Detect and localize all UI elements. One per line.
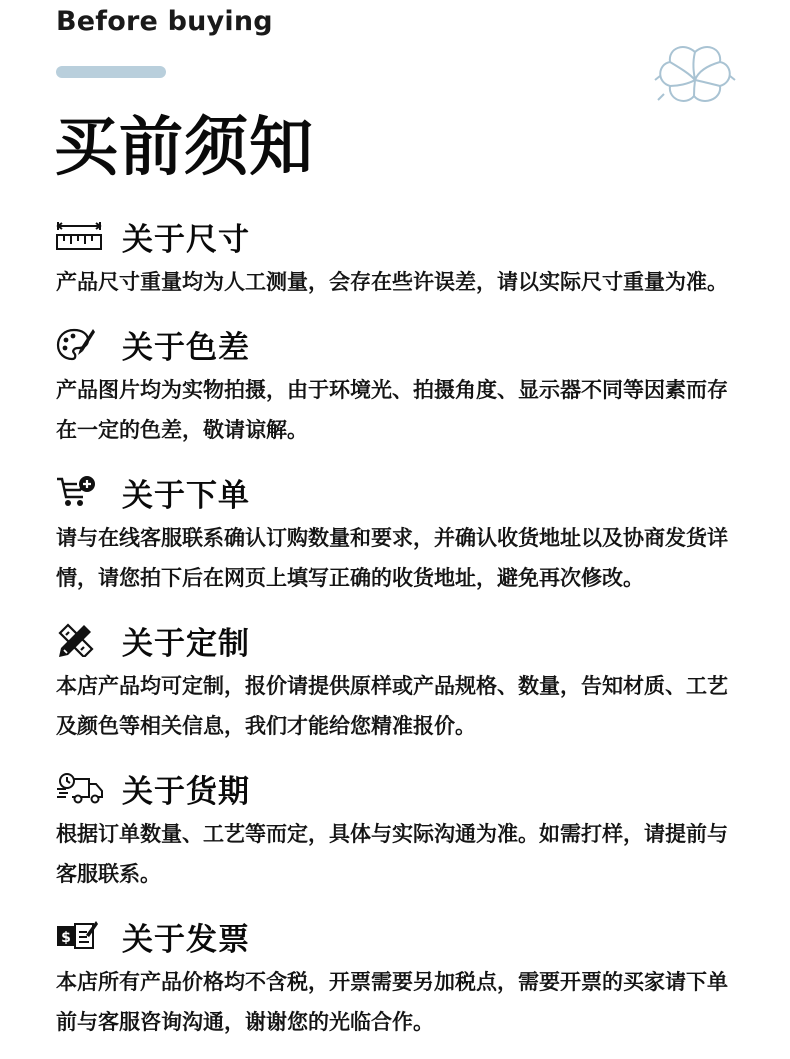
section-body: 根据订单数量、工艺等而定，具体与实际沟通为准。如需打样，请提前与客服联系。 xyxy=(56,822,728,886)
section-title: 关于货期 xyxy=(122,773,250,810)
palette-icon xyxy=(56,326,104,362)
section-color xyxy=(56,324,746,450)
section-body: 本店所有产品价格均不含税，开票需要另加税点，需要开票的买家请下单前与客服咨询沟通，谢谢您的光临合作。 xyxy=(56,970,728,1034)
section-delivery xyxy=(56,768,746,894)
subtitle: Before buying xyxy=(56,6,273,37)
section-title: 关于定制 xyxy=(122,625,250,662)
accent-bar xyxy=(56,66,166,78)
section-body: 产品图片均为实物拍摄，由于环境光、拍摄角度、显示器不同等因素而存在一定的色差，敬请谅解。 xyxy=(56,378,728,442)
pencil-ruler-icon xyxy=(56,622,104,658)
section-size xyxy=(56,216,746,302)
delivery-truck-icon xyxy=(56,770,104,806)
ruler-icon xyxy=(56,218,104,254)
cotton-flower-icon xyxy=(654,40,736,110)
invoice-icon xyxy=(56,918,104,954)
section-title: 关于下单 xyxy=(122,477,250,514)
section-title: 关于色差 xyxy=(122,329,250,366)
page-title: 买前须知 xyxy=(54,111,314,185)
section-order xyxy=(56,472,746,598)
section-body: 产品尺寸重量均为人工测量，会存在些许误差，请以实际尺寸重量为准。 xyxy=(56,270,728,294)
section-invoice xyxy=(56,916,746,1042)
section-title: 关于发票 xyxy=(122,921,250,958)
svg-text:$: $ xyxy=(61,930,71,946)
section-body: 本店产品均可定制，报价请提供原样或产品规格、数量，告知材质、工艺及颜色等相关信息，我们才能给您精准报价。 xyxy=(56,674,728,738)
section-body: 请与在线客服联系确认订购数量和要求，并确认收货地址以及协商发货详情，请您拍下后在网页上填写正确的收货地址，避免再次修改。 xyxy=(56,526,728,590)
section-title: 关于尺寸 xyxy=(122,221,250,258)
section-custom xyxy=(56,620,746,746)
cart-add-icon xyxy=(56,474,104,510)
